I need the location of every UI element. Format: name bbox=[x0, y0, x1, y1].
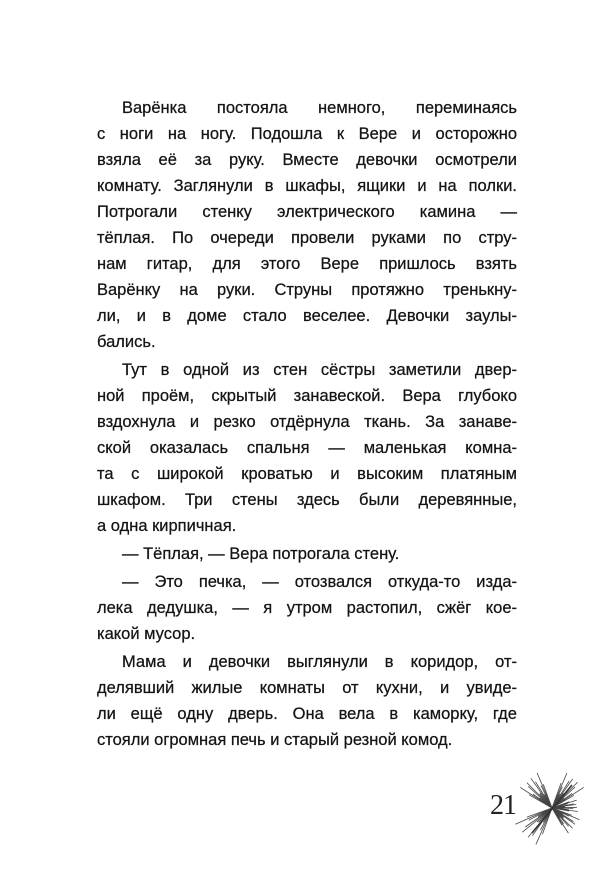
text-line: шкафом. Три стены здесь были деревянные, bbox=[97, 491, 517, 509]
text-line: Варёнку на руки. Струны протяжно тренькну- bbox=[97, 281, 517, 299]
text-line: ли, и в доме стало веселее. Девочки заулы- bbox=[97, 307, 517, 325]
text-line: — Это печка, — отозвался откуда-то изда- bbox=[122, 573, 517, 591]
text-line: — Тёплая, — Вера потрогала стену. bbox=[122, 545, 400, 563]
text-line: делявший жилые комнаты от кухни, и увиде- bbox=[97, 679, 517, 697]
text-line: ли ещё одну дверь. Она вела в каморку, где bbox=[97, 705, 517, 723]
paragraph bbox=[97, 569, 517, 647]
text-line: взяла её за руку. Вместе девочки осмотрели bbox=[97, 151, 517, 169]
text-line: Тут в одной из стен сёстры заметили двер- bbox=[122, 361, 517, 379]
text-line: а одна кирпичная. bbox=[97, 517, 237, 535]
text-line: комнату. Заглянули в шкафы, ящики и на полки. bbox=[97, 177, 517, 195]
pine-branch-icon bbox=[512, 763, 592, 853]
body-text bbox=[97, 95, 517, 755]
text-line: стояли огромная печь и старый резной комод. bbox=[97, 731, 453, 749]
text-line: ной проём, скрытый занавеской. Вера глубоко bbox=[97, 387, 517, 405]
text-line: Мама и девочки выглянули в коридор, от- bbox=[122, 653, 517, 671]
paragraph bbox=[97, 357, 517, 539]
text-line: та с широкой кроватью и высоким платяным bbox=[97, 465, 517, 483]
text-line: ской оказалась спальня — маленькая комна- bbox=[97, 439, 517, 457]
text-line: Варёнка постояла немного, переминаясь bbox=[122, 99, 517, 117]
text-line: вздохнула и резко отдёрнула ткань. За занаве- bbox=[97, 413, 517, 431]
paragraph bbox=[97, 649, 517, 753]
text-line: с ноги на ногу. Подошла к Вере и осторожно bbox=[97, 125, 517, 143]
text-line: Потрогали стенку электрического камина — bbox=[97, 203, 517, 221]
text-line: тёплая. По очереди провели руками по стру- bbox=[97, 229, 517, 247]
text-line: нам гитар, для этого Вере пришлось взять bbox=[97, 255, 517, 273]
text-line: бались. bbox=[97, 333, 156, 351]
text-line: какой мусор. bbox=[97, 625, 196, 643]
paragraph bbox=[97, 95, 517, 355]
page-number: 21 bbox=[490, 790, 516, 821]
paragraph bbox=[97, 541, 517, 567]
text-line: лека дедушка, — я утром растопил, сжёг кое- bbox=[97, 599, 517, 617]
